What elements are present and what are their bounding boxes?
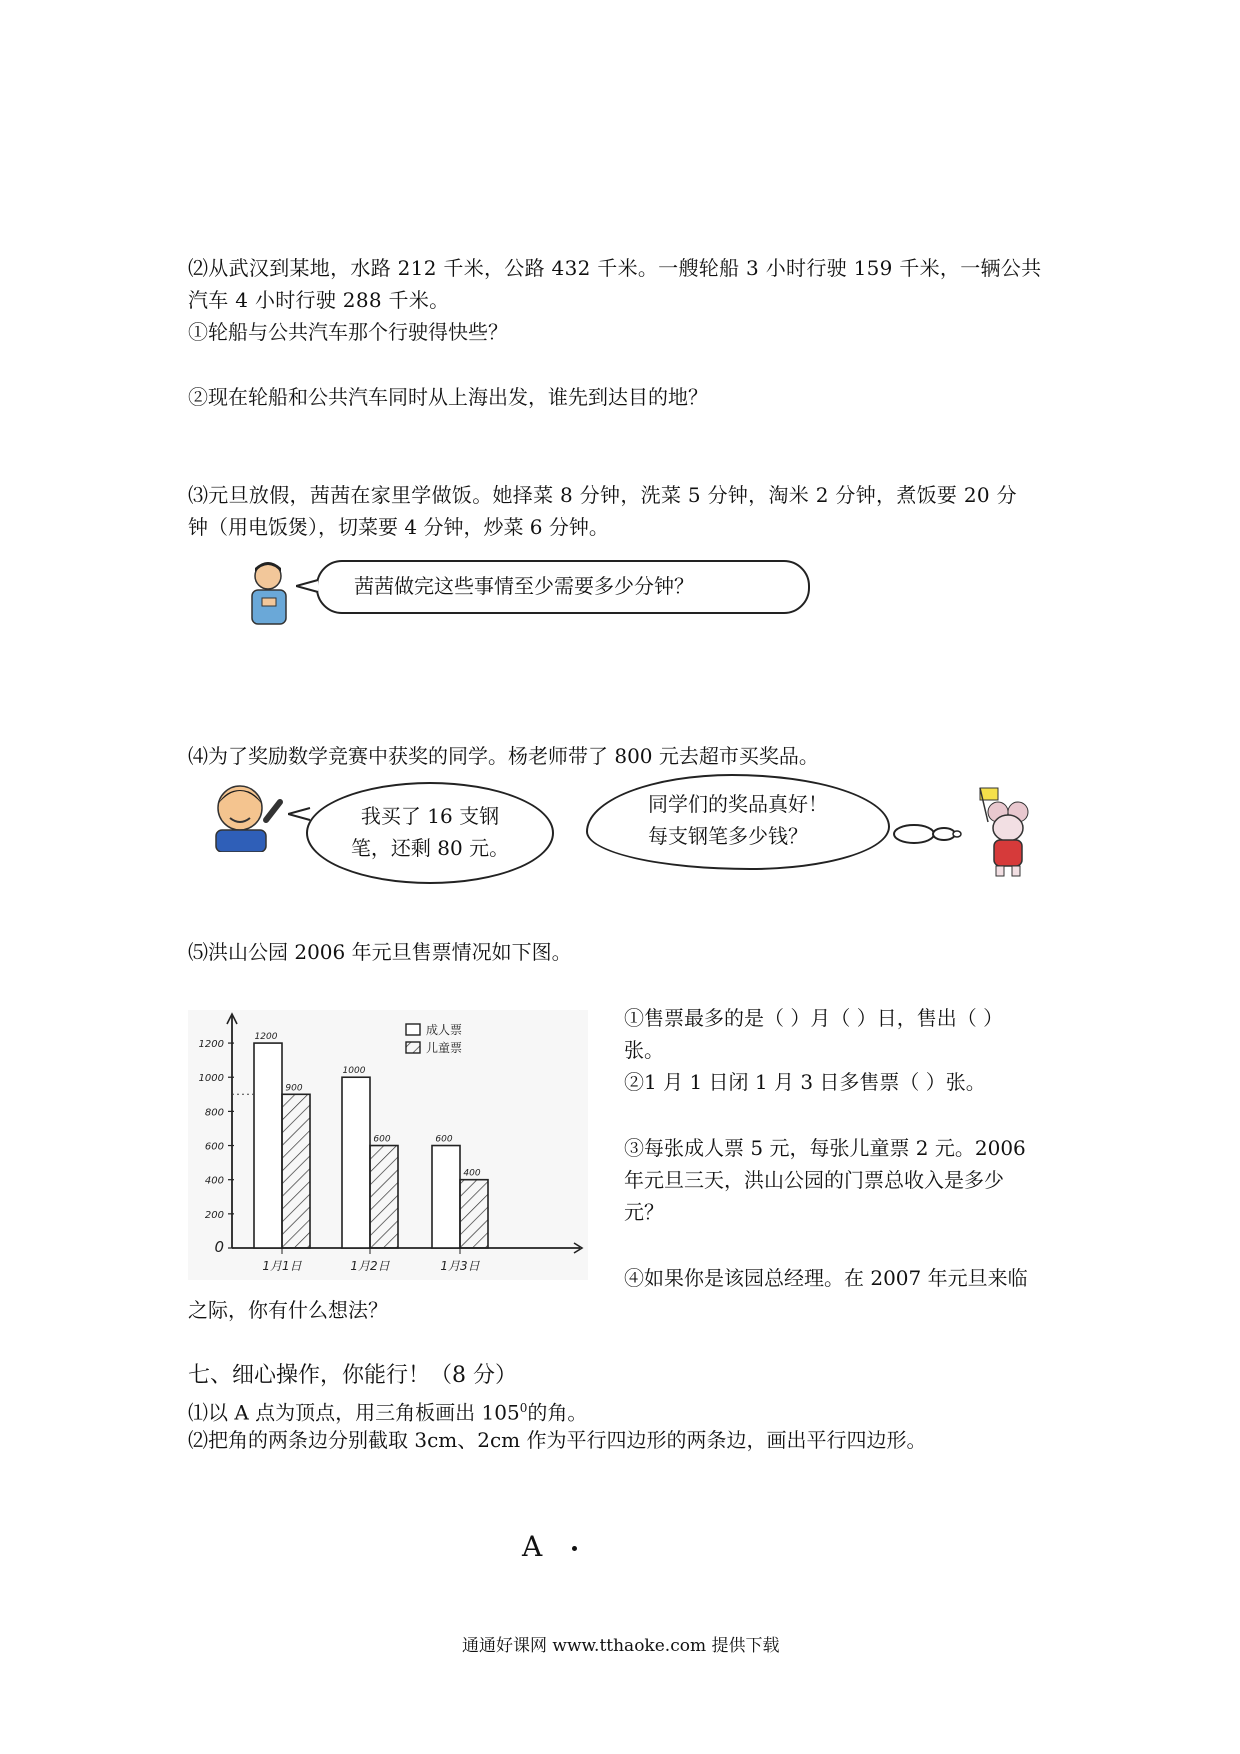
q5-a4-line2: 之际，你有什么想法？ [188, 1298, 388, 1322]
q5-a1-line2: 张。 [624, 1038, 664, 1062]
x-tick-label: 1月1日 [262, 1259, 302, 1273]
adult-ticket-bar [254, 1043, 282, 1248]
ticket-sales-chart [188, 1010, 588, 1280]
section7-line2: ⑵把角的两条边分别截取 3cm、2cm 作为平行四边形的两条边，画出平行四边形。 [188, 1428, 927, 1452]
section7-line1-end: 的角。 [527, 1400, 588, 1425]
q4-left-bubble-line2: 笔，还剩 80 元。 [350, 836, 510, 860]
bar-value-label: 600 [435, 1134, 453, 1145]
bar-value-label: 600 [373, 1134, 391, 1145]
child-ticket-bar [460, 1180, 488, 1248]
q4-left-bubble-line1: 我买了 16 支钢 [360, 804, 500, 828]
q5-a4-line1: ④如果你是该园总经理。在 2007 年元旦来临 [624, 1266, 1028, 1290]
child-ticket-bar [282, 1094, 310, 1248]
q2-sub1: ①轮船与公共汽车那个行驶得快些？ [188, 320, 508, 344]
q5-a1-line1: ①售票最多的是（ ）月（ ）日，售出（ ） [624, 1006, 1004, 1030]
bar-value-label: 1200 [254, 1032, 278, 1043]
adult-ticket-bar [432, 1146, 460, 1248]
q2-sub2: ②现在轮船和公共汽车同时从上海出发，谁先到达目的地？ [188, 385, 708, 409]
point-a-dot [572, 1546, 577, 1551]
y-tick-label: 400 [204, 1175, 224, 1187]
x-tick-label: 1月3日 [440, 1259, 480, 1273]
point-a-label: A [522, 1530, 543, 1563]
legend-child-label: 儿童票 [426, 1041, 463, 1055]
y-tick-label: 0 [214, 1238, 224, 1256]
q4-left-bubble [306, 782, 554, 884]
q5-a3-line1: ③每张成人票 5 元，每张儿童票 2 元。2006 [624, 1136, 1026, 1160]
thought-trail [892, 820, 962, 850]
q5-a2: ②1 月 1 日闭 1 月 3 日多售票（ ）张。 [624, 1070, 986, 1094]
legend-adult-label: 成人票 [426, 1023, 463, 1037]
degree-superscript: 0 [519, 1401, 528, 1415]
q3-speech-bubble [316, 560, 810, 614]
section7-title: 七、细心操作，你能行！（8 分） [188, 1363, 517, 1388]
section7-line1-text: ⑴以 A 点为顶点，用三角板画出 105 [188, 1400, 520, 1425]
bubble-tail [288, 806, 312, 822]
q3-bubble-text: 茜茜做完这些事情至少需要多少分钟？ [354, 574, 694, 598]
child-ticket-bar [370, 1146, 398, 1248]
x-tick-label: 1月2日 [350, 1259, 390, 1273]
y-tick-label: 1200 [198, 1039, 224, 1051]
bar-value-label: 900 [285, 1083, 303, 1094]
q2-line2: 汽车 4 小时行驶 288 千米。 [188, 288, 450, 312]
boy-figure-icon [238, 558, 302, 628]
chart-svg [188, 1010, 588, 1280]
y-tick-label: 600 [204, 1141, 224, 1153]
q4-line1: ⑷为了奖励数学竞赛中获奖的同学。杨老师带了 800 元去超市买奖品。 [188, 744, 819, 768]
q5-line1: ⑸洪山公园 2006 年元旦售票情况如下图。 [188, 940, 572, 964]
q4-right-bubble-line2: 每支钢笔多少钱？ [648, 824, 808, 848]
q3-line1: ⑶元旦放假，茜茜在家里学做饭。她择菜 8 分钟，洗菜 5 分钟，淘米 2 分钟，煮饭要 20 分 [188, 483, 1017, 507]
teacher-figure-icon [206, 780, 286, 852]
q5-a3-line3: 元？ [624, 1200, 664, 1224]
y-tick-label: 800 [204, 1107, 224, 1119]
q4-right-thought-bubble [586, 774, 890, 870]
y-tick-label: 1000 [198, 1073, 224, 1085]
q2-line1: ⑵从武汉到某地，水路 212 千米，公路 432 千米。一艘轮船 3 小时行驶 159 千米，一辆公共 [188, 256, 1042, 280]
legend-child-swatch [406, 1042, 420, 1053]
footer-credit: 通通好课网 www.tthaoke.com 提供下载 [462, 1636, 780, 1656]
q4-right-bubble-line1: 同学们的奖品真好！ [648, 792, 828, 816]
q5-a3-line2: 年元旦三天，洪山公园的门票总收入是多少 [624, 1168, 1004, 1192]
legend-adult-swatch [406, 1024, 420, 1035]
bubble-tail [296, 578, 320, 594]
bar-value-label: 1000 [342, 1066, 366, 1077]
mouse-figure-icon [962, 782, 1032, 878]
q3-line2: 钟（用电饭煲），切菜要 4 分钟，炒菜 6 分钟。 [188, 515, 609, 539]
adult-ticket-bar [342, 1077, 370, 1248]
y-tick-label: 200 [204, 1209, 224, 1221]
bar-value-label: 400 [463, 1168, 481, 1179]
